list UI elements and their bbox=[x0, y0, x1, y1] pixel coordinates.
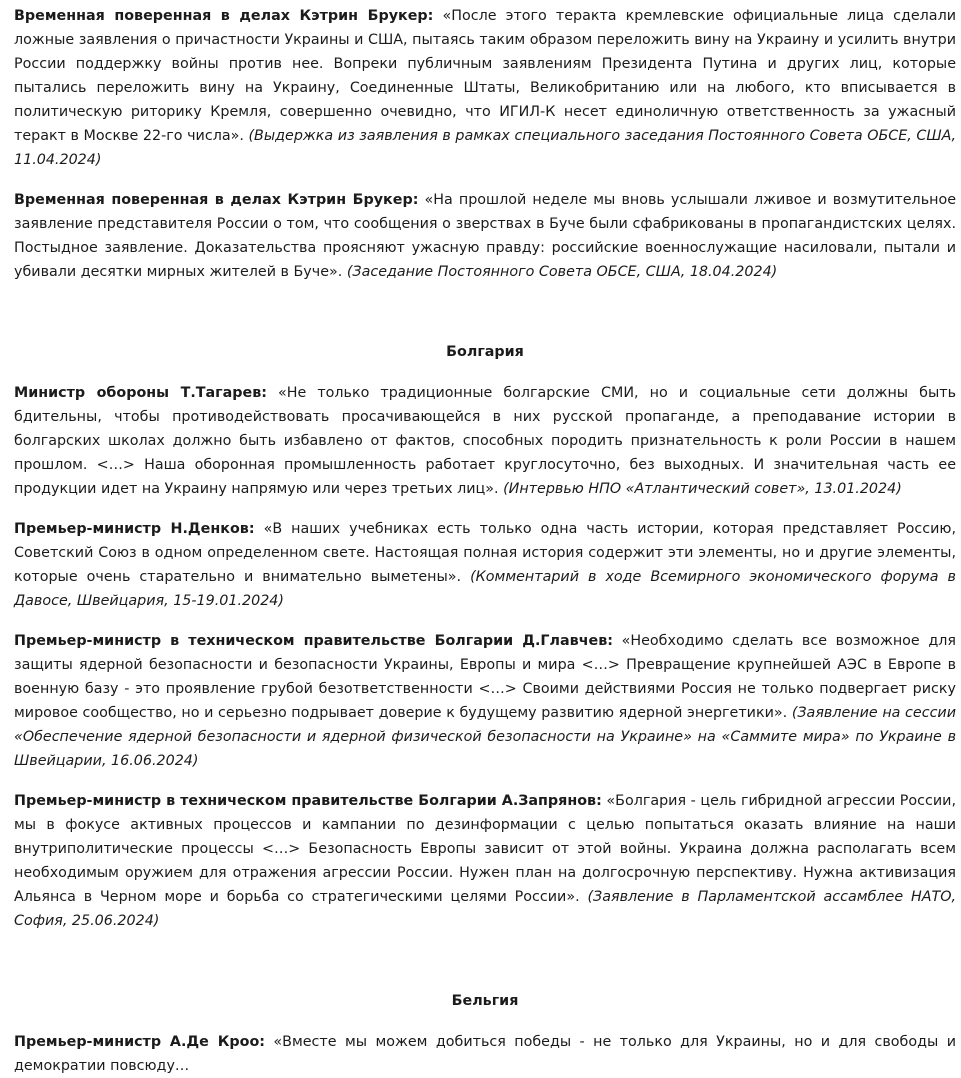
source-citation: (Заявление в Парламентской ассамблее НАТО, София, 25.06.2024) bbox=[14, 889, 957, 929]
quote-text: «Болгария - цель гибридной агрессии России, мы в фокусе активных процессов и кампании по дезинформации с целью попытаться оказать влияние на наши внутриполитические процессы <…> Безопасность Европы зависит от этой войны. Украина должна располагать всем необходимым оружием для отражения агрессии России. Нужен план на долгосрочную перспективу. Нужна активизация Альянса в Черном море и борьба со стратегическими целями России». bbox=[14, 793, 957, 905]
source-citation: (Интервью НПО «Атлантический совет», 13.01.2024) bbox=[503, 481, 902, 497]
quote-text: «После этого теракта кремлевские официальные лица сделали ложные заявления о причастности Украины и США, пытаясь таким образом переложить вину на Украину и усилить внутри России поддержку войны против нее. Вопреки публичным заявлениям Президента Путина и других лиц, которые пытались переложить вину на Украину, Соединенные Штаты, Великобританию или на любого, кто вписывается в политическую риторику Кремля, совершенно очевидно, что ИГИЛ-К несет единоличную ответственность за ужасный теракт в Москве 22-го числа». bbox=[14, 8, 956, 144]
statement-paragraph bbox=[14, 1030, 956, 1078]
speaker-name: Премьер-министр в техническом правительстве Болгарии А.Запрянов: bbox=[14, 793, 602, 809]
speaker-name: Премьер-министр Н.Денков: bbox=[14, 521, 255, 537]
quote-text: «В наших учебниках есть только одна часть истории, которая представляет Россию, Советский Союз в одном определенном свете. Настоящая полная история содержит эти элементы, но и другие элементы, которые очень старательно и внимательно выметены». bbox=[14, 521, 956, 585]
quote-text: «Необходимо сделать все возможное для защиты ядерной безопасности и безопасности Украины, Европы и мира <…> Превращение крупнейшей АЭС в Европе в военную базу - это проявление грубой безответственности <…> Своими действиями Россия не только подвергает риску мировое сообщество, но и серьезно подрывает доверие к будущему развитию ядерной энергетики». bbox=[14, 633, 957, 721]
quote-text: «Не только традиционные болгарские СМИ, но и социальные сети должны быть бдительны, чтобы противодействовать просачивающейся в них русской пропаганде, а преподавание истории в болгарских школах должно быть избавлено от фактов, способных породить признательность к роли России в нашем прошлом. <…> Наша оборонная промышленность работает круглосуточно, без выходных. И значительная часть ее продукции идет на Украину напрямую или через третьих лиц». bbox=[14, 385, 956, 497]
statement-paragraph bbox=[14, 381, 956, 501]
quote-text: «На прошлой неделе мы вновь услышали лживое и возмутительное заявление представителя России о том, что сообщения о зверствах в Буче были сфабрикованы в пропагандистских целях. Постыдное заявление. Доказательства проясняют ужасную правду: российские военнослужащие насиловали, пытали и убивали десятки мирных жителей в Буче». bbox=[14, 192, 957, 280]
speaker-name: Министр обороны Т.Тагарев: bbox=[14, 385, 267, 401]
statement-paragraph bbox=[14, 789, 956, 933]
country-heading-bulgaria: Болгария bbox=[446, 344, 524, 360]
source-citation: (Комментарий в ходе Всемирного экономического форума в Давосе, Швейцария, 15-19.01.2024) bbox=[14, 569, 956, 609]
statement-paragraph bbox=[14, 517, 956, 613]
document-body bbox=[14, 0, 956, 1078]
speaker-name: Временная поверенная в делах Кэтрин Брукер: bbox=[14, 8, 434, 24]
statement-paragraph bbox=[14, 188, 956, 284]
statement-paragraph bbox=[14, 4, 956, 172]
country-heading-belgium: Бельгия bbox=[451, 993, 519, 1009]
speaker-name: Временная поверенная в делах Кэтрин Брукер: bbox=[14, 192, 419, 208]
source-citation: (Заявление на сессии «Обеспечение ядерной безопасности и ядерной физической безопасности на Украине» на «Саммите мира» по Украине в Швейцарии, 16.06.2024) bbox=[14, 705, 957, 769]
speaker-name: Премьер-министр в техническом правительстве Болгарии Д.Главчев: bbox=[14, 633, 613, 649]
speaker-name: Премьер-министр А.Де Кроо: bbox=[14, 1034, 265, 1050]
quote-text: «Вместе мы можем добиться победы - не только для Украины, но и для свободы и демократии повсюду… bbox=[14, 1034, 956, 1074]
statement-paragraph bbox=[14, 629, 956, 773]
source-citation: (Выдержка из заявления в рамках специального заседания Постоянного Совета ОБСЕ, США, 11.04.2024) bbox=[14, 128, 956, 168]
source-citation: (Заседание Постоянного Совета ОБСЕ, США, 18.04.2024) bbox=[346, 264, 778, 280]
